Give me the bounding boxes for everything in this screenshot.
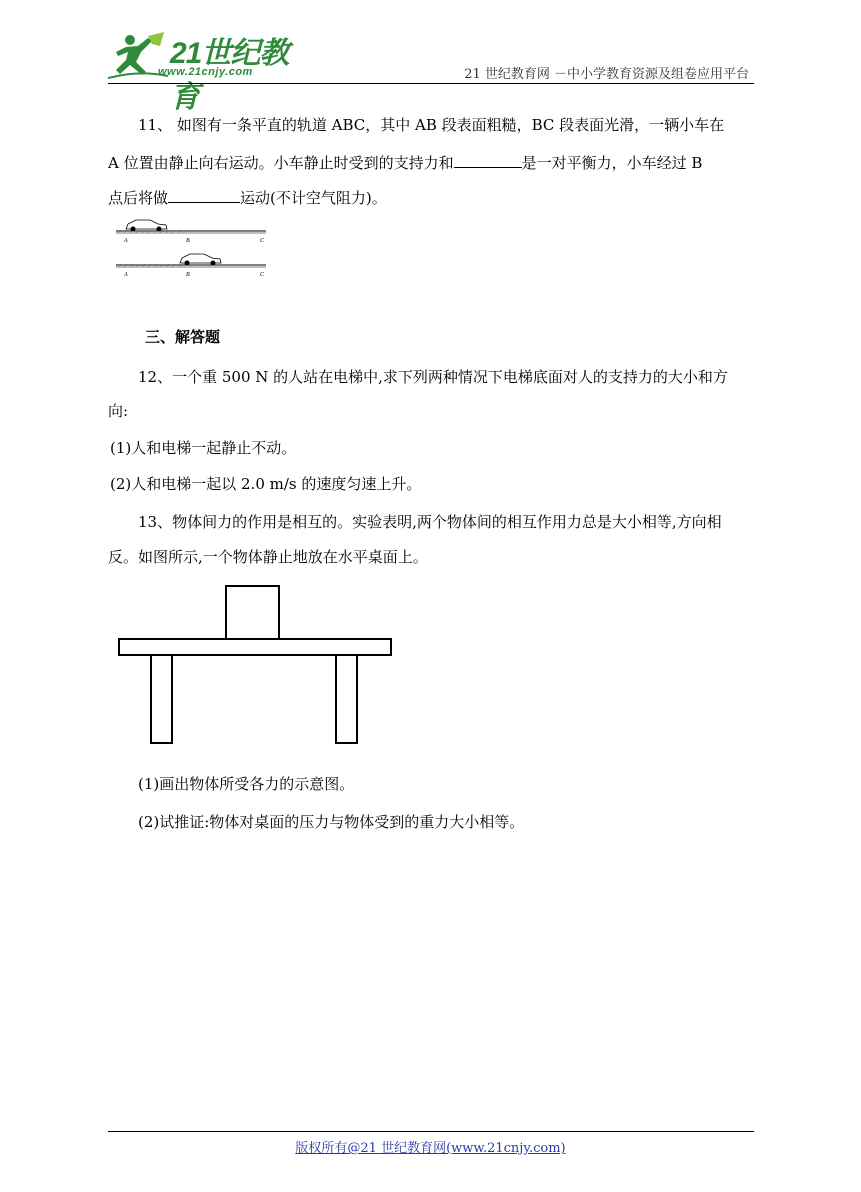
logo-url: www.21cnjy.com	[158, 66, 253, 78]
block	[226, 586, 279, 639]
q12-line1: 12、一个重 500 N 的人站在电梯中,求下列两种情况下电梯底面对人的支持力的大小和方	[138, 368, 728, 386]
q11-line3-text-b: 运动(不计空气阻力)。	[240, 189, 387, 207]
label-c-top: C	[260, 238, 265, 244]
q11-line2-text-a: A 位置由静止向右运动。小车静止时受到的支持力和	[108, 154, 454, 172]
copyright-link[interactable]: 版权所有@21 世纪教育网(www.21cnjy.com)	[295, 1141, 566, 1156]
track-bottom	[116, 254, 266, 278]
logo-text: 21世纪教育	[170, 37, 289, 114]
header-divider	[108, 83, 754, 84]
q12-item1: (1)人和电梯一起静止不动。	[110, 439, 297, 457]
table-top	[119, 639, 391, 655]
q13-line1: 13、物体间力的作用是相互的。实验表明,两个物体间的相互作用力总是大小相等,方向相	[138, 513, 722, 531]
q11-track-figure	[114, 212, 274, 280]
q12-item2: (2)人和电梯一起以 2.0 m/s 的速度匀速上升。	[110, 475, 422, 493]
q11-line2-text-b: 是一对平衡力，小车经过 B	[521, 154, 703, 172]
q11-line3-text-a: 点后将做	[108, 189, 169, 207]
label-a-top: A	[124, 238, 128, 244]
q11-blank-2	[168, 188, 240, 203]
site-logo	[108, 28, 298, 114]
label-b-bottom: B	[186, 272, 190, 278]
q11-line1: 11、 如图有一条平直的轨道 ABC，其中 AB 段表面粗糙，BC 段表面光滑，一辆小车在	[138, 116, 725, 134]
car-icon	[126, 220, 167, 232]
table-block-figure	[116, 584, 396, 748]
footer-divider	[108, 1131, 754, 1132]
label-b-top: B	[186, 238, 190, 244]
header-site-title: 21 世纪教育网 －中小学教育资源及组卷应用平台	[464, 67, 749, 82]
label-c-bottom: C	[260, 272, 265, 278]
q13-item1: (1)画出物体所受各力的示意图。	[138, 775, 355, 793]
q11-blank-1	[454, 153, 522, 168]
q11-line3	[108, 187, 387, 208]
q13-item2: (2)试推证:物体对桌面的压力与物体受到的重力大小相等。	[138, 813, 525, 831]
table-leg-right	[336, 655, 357, 743]
label-a-bottom: A	[124, 272, 128, 278]
table-leg-left	[151, 655, 172, 743]
track-top	[116, 220, 266, 244]
q13-line2: 反。如图所示,一个物体静止地放在水平桌面上。	[108, 548, 428, 566]
car-icon	[180, 254, 221, 266]
section-title: 三、解答题	[145, 328, 221, 346]
q11-line2	[108, 152, 702, 173]
q12-line2: 向:	[108, 402, 129, 420]
